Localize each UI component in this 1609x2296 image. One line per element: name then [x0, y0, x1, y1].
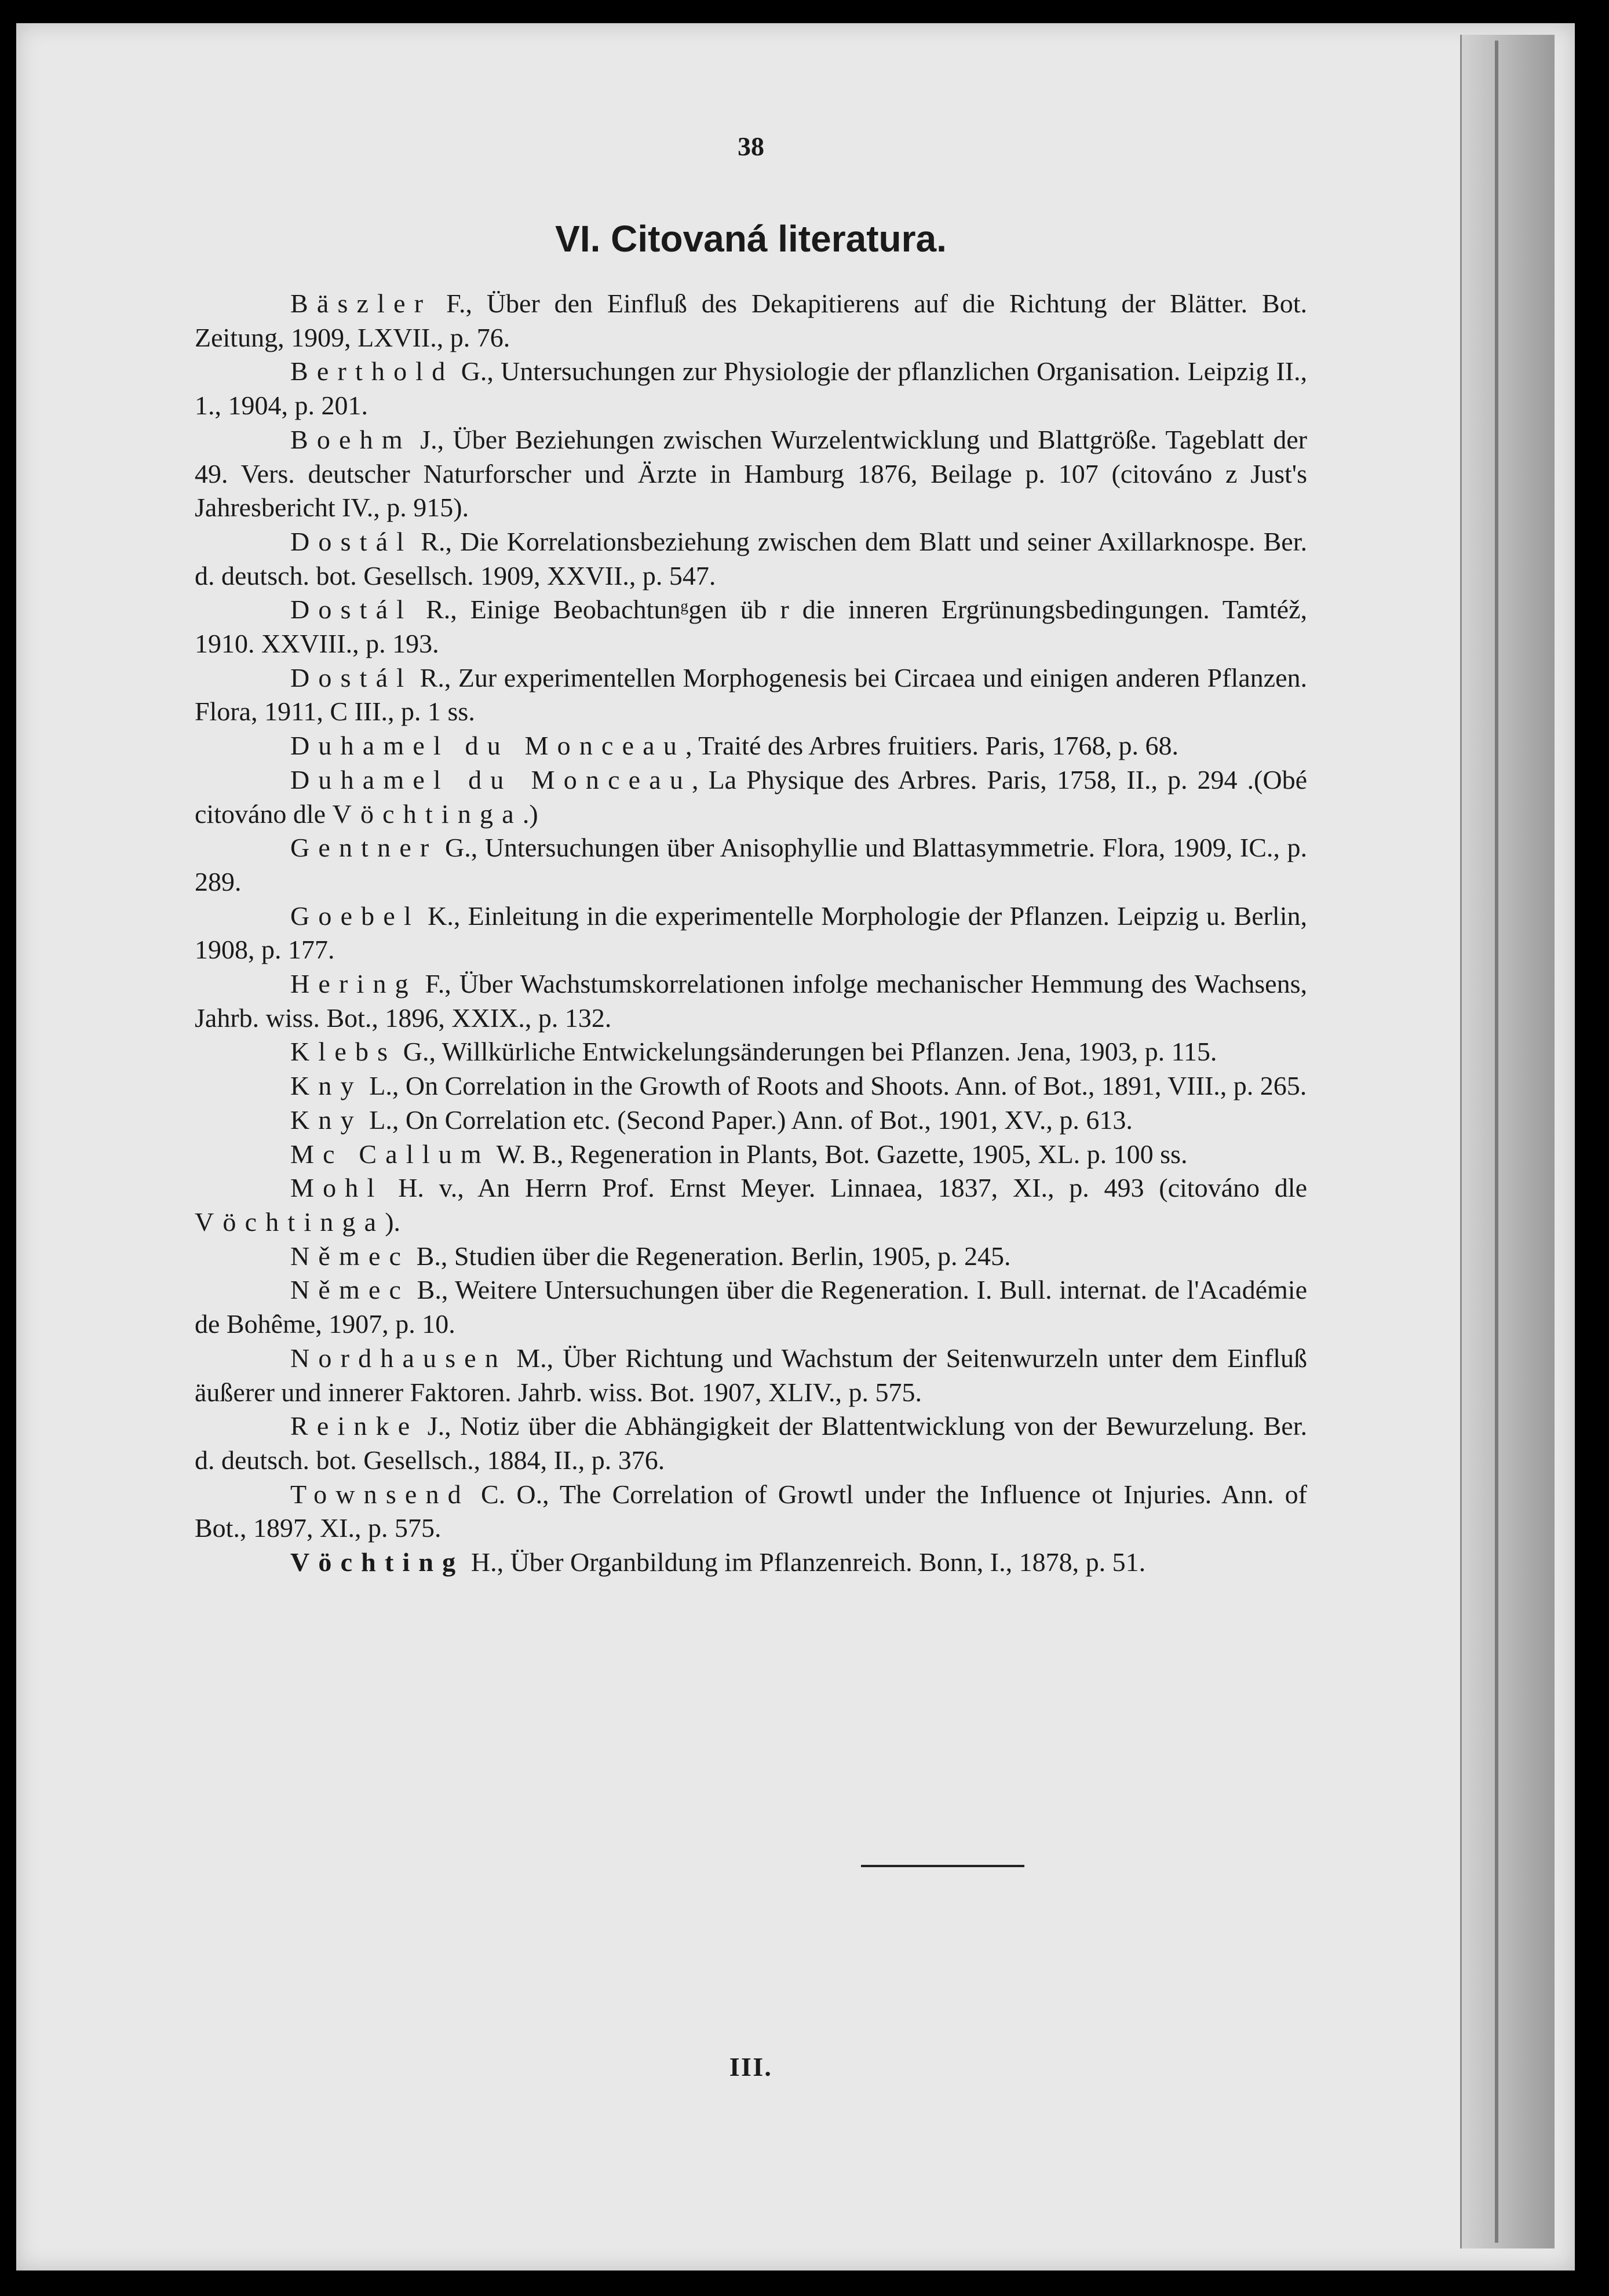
reference-author: Bäszler — [290, 289, 432, 318]
section-title: VI. Citovaná literatura. — [555, 218, 947, 260]
reference-entry — [195, 967, 1307, 1035]
reference-author: Townsend — [290, 1479, 470, 1509]
reference-author: Kny — [290, 1071, 363, 1101]
reference-author: Dostál — [290, 526, 413, 556]
reference-author: Gentner — [290, 833, 438, 863]
reference-text: J., Notiz über die Abhängigkeit der Blattentwicklung von der Bewurzelung. Ber. d. deutsch. bot. Gesellsch., 1884, II., p. 376. — [195, 1411, 1307, 1475]
reference-entry — [195, 423, 1307, 525]
reference-entry — [195, 1138, 1307, 1172]
reference-text: G., Untersuchungen über Anisophyllie und Blattasymmetrie. Flora, 1909, IC., p. 289. — [195, 833, 1307, 896]
closing-rule — [861, 1865, 1024, 1867]
reference-text: L., On Correlation in the Growth of Roots and Shoots. Ann. of Bot., 1891, VIII., p. 265. — [362, 1071, 1307, 1101]
page-edge-shadow — [1460, 35, 1555, 2248]
reference-text: R., Die Korrelationsbeziehung zwischen dem Blatt und seiner Axillarknospe. Ber. d. deutsch. bot. Gesellsch. 1909, XXVII., p. 547. — [195, 526, 1307, 591]
reference-entry — [195, 899, 1307, 967]
reference-tail: .) — [522, 799, 538, 829]
reference-text: R., Zur experimentellen Morphogenesis bei Circaea und einigen anderen Pflanzen. Flora, 1911, C III., p. 1 ss. — [195, 662, 1307, 727]
reference-author: Nordhausen — [290, 1343, 508, 1373]
reference-entry — [195, 1171, 1307, 1239]
reference-text: F., Über Wachstumskorrelationen infolge mechanischer Hemmung des Wachsens, Jahrb. wiss. Bot., 1896, XXIX., p. 132. — [195, 969, 1307, 1033]
reference-author: Mc Callum — [290, 1139, 490, 1169]
reference-text: , La Physique des Arbres. Paris, 1758, II., p. 294 .(Obé citováno dle — [195, 764, 1307, 829]
reference-author: Dostál — [290, 595, 413, 625]
reference-author: Hering — [290, 969, 417, 999]
reference-text: J., Über Beziehungen zwischen Wurzelentwicklung und Blattgröße. Tageblatt der 49. Vers. deutscher Naturforscher und Ärzte in Hamburg 1876, Beilage p. 107 (citováno z Just's Jahresbericht IV., p. 915). — [195, 424, 1307, 523]
reference-author: Reinke — [290, 1411, 419, 1441]
reference-text: W. B., Regeneration in Plants, Bot. Gazette, 1905, XL. p. 100 ss. — [490, 1139, 1188, 1169]
reference-entry — [195, 287, 1307, 355]
reference-entry — [195, 1103, 1307, 1138]
reference-author: Boehm — [290, 424, 411, 454]
reference-text: R., Einige Beobachtunᵍgen üb r die inneren Ergrünungsbedingungen. Tamtéž, 1910. XXVIII., p. 193. — [195, 595, 1307, 659]
reference-list — [195, 287, 1307, 1580]
reference-author: Němec — [290, 1275, 410, 1305]
reference-author: Němec — [290, 1241, 410, 1271]
reference-cited-author: Vöchtinga — [195, 1207, 385, 1237]
reference-author: Dostál — [290, 662, 413, 693]
page-edge-line — [1495, 41, 1498, 2243]
reference-author: Berthold — [290, 356, 454, 387]
reference-text: M., Über Richtung und Wachstum der Seitenwurzeln unter dem Einfluß äußerer und innerer Faktoren. Jahrb. wiss. Bot. 1907, XLIV., p. 575. — [195, 1343, 1307, 1407]
reference-text: C. O., The Correlation of Growtl under the Influence ot Injuries. Ann. of Bot., 1897, XI., p. 575. — [195, 1479, 1307, 1543]
signature-mark: III. — [729, 2052, 773, 2082]
reference-author: Kny — [290, 1105, 363, 1135]
reference-entry — [195, 1035, 1307, 1069]
reference-text: K., Einleitung in die experimentelle Morphologie der Pflanzen. Leipzig u. Berlin, 1908, p. 177. — [195, 901, 1307, 965]
reference-author: Goebel — [290, 901, 420, 931]
reference-author: Duhamel du Monceau — [290, 764, 692, 795]
page-number: 38 — [738, 132, 764, 161]
reference-text: F., Über den Einfluß des Dekapitierens auf die Richtung der Blätter. Bot. Zeitung, 1909, LXVII., p. 76. — [195, 289, 1307, 352]
reference-author: Mohl — [290, 1173, 384, 1203]
reference-text: G., Untersuchungen zur Physiologie der pflanzlichen Organisation. Leipzig II., 1., 1904, p. 201. — [195, 356, 1307, 421]
reference-entry — [195, 729, 1307, 763]
reference-entry — [195, 1069, 1307, 1103]
reference-entry — [195, 355, 1307, 422]
reference-author: Duhamel du Monceau — [290, 731, 686, 761]
reference-text: H. v., An Herrn Prof. Ernst Meyer. Linnaea, 1837, XI., p. 493 (citováno dle — [383, 1173, 1307, 1203]
reference-entry — [195, 1342, 1307, 1409]
reference-entry — [195, 1409, 1307, 1477]
reference-entry — [195, 525, 1307, 593]
reference-text: B., Studien über die Regeneration. Berlin, 1905, p. 245. — [410, 1241, 1011, 1271]
reference-author: Klebs — [290, 1037, 397, 1067]
reference-cited-author: Vöchtinga — [332, 799, 523, 829]
reference-text: , Traité des Arbres fruitiers. Paris, 1768, p. 68. — [685, 731, 1179, 761]
reference-entry — [195, 1546, 1307, 1580]
reference-text: H., Über Organbildung im Pflanzenreich. Bonn, I., 1878, p. 51. — [464, 1547, 1146, 1577]
reference-entry — [195, 1478, 1307, 1546]
reference-tail: ). — [385, 1207, 401, 1237]
reference-entry — [195, 831, 1307, 899]
reference-entry — [195, 661, 1307, 729]
reference-author: Vöchting — [290, 1547, 465, 1577]
reference-entry — [195, 763, 1307, 831]
reference-entry — [195, 1240, 1307, 1274]
reference-entry — [195, 593, 1307, 661]
reference-text: L., On Correlation etc. (Second Paper.) Ann. of Bot., 1901, XV., p. 613. — [362, 1105, 1133, 1135]
reference-text: G., Willkürliche Entwickelungsänderungen bei Pflanzen. Jena, 1903, p. 115. — [396, 1037, 1217, 1067]
reference-text: B., Weitere Untersuchungen über die Regeneration. I. Bull. internat. de l'Académie de Bohême, 1907, p. 10. — [195, 1275, 1307, 1339]
reference-entry — [195, 1273, 1307, 1341]
